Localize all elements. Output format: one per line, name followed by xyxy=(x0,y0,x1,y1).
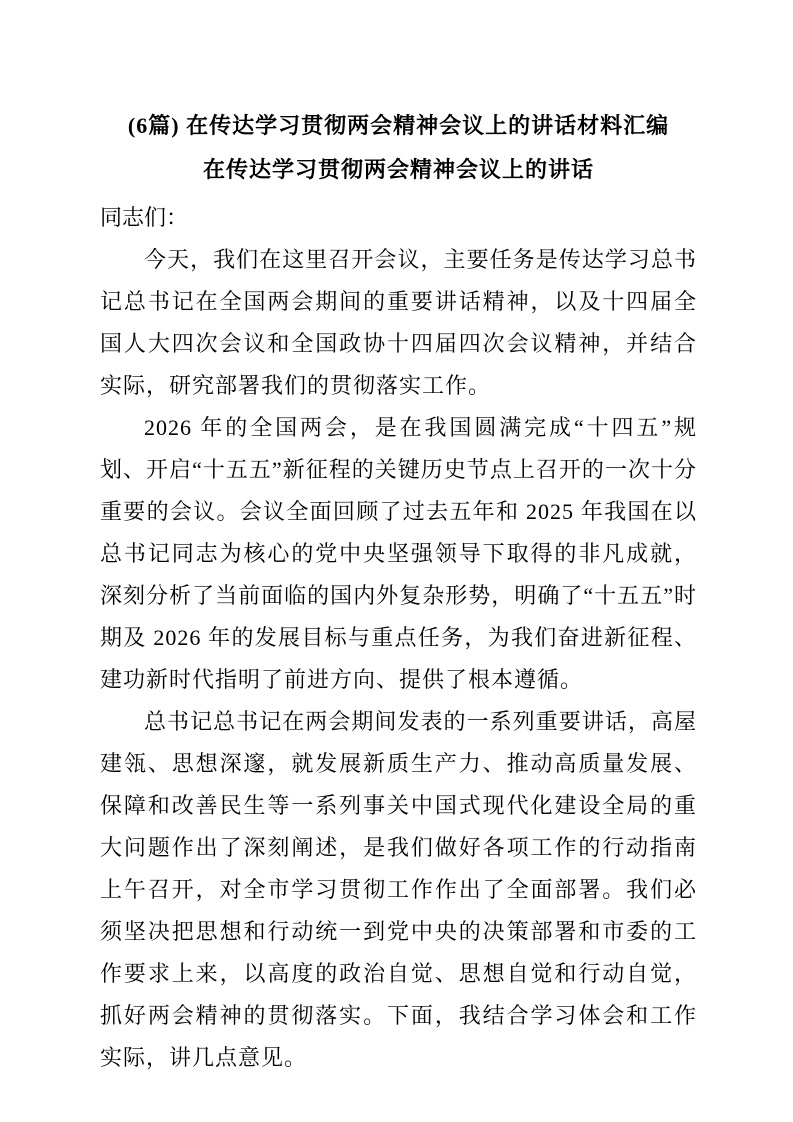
compilation-title: (6篇) 在传达学习贯彻两会精神会议上的讲话材料汇编 xyxy=(127,113,670,138)
paragraph-1: 今天，我们在这里召开会议，主要任务是传达学习总书记总书记在全国两会期间的重要讲话精神，以及十四届全国人大四次会议和全国政协十四届四次会议精神，并结合实际，研究部署我们的贯彻落实工作。 xyxy=(100,247,697,398)
speech-title: 在传达学习贯彻两会精神会议上的讲话 xyxy=(202,157,594,182)
salutation: 同志们： xyxy=(100,205,189,230)
paragraph-2: 2026 年的全国两会，是在我国圆满完成“十四五”规划、开启“十五五”新征程的关键历史节点上召开的一次十分重要的会议。会议全面回顾了过去五年和 2025 年我国在以总书记同志为核心的党中央坚强领导下取得的非凡成就，深刻分析了当前面临的国内外复杂形势，明确了“十五五”时期及 2026 年的发展目标与重点任务，为我们奋进新征程、建功新时代指明了前进方向、提供了根本遵循。 xyxy=(100,415,697,692)
paragraph-3: 总书记总书记在两会期间发表的一系列重要讲话，高屋建瓴、思想深邃，就发展新质生产力、推动高质量发展、保障和改善民生等一系列事关中国式现代化建设全局的重大问题作出了深刻阐述，是我们做好各项工作的行动指南上午召开，对全市学习贯彻工作作出了全面部署。我们必须坚决把思想和行动统一到党中央的决策部署和市委的工作要求上来，以高度的政治自觉、思想自觉和行动自觉，抓好两会精神的贯彻落实。下面，我结合学习体会和工作实际，讲几点意见。 xyxy=(100,709,697,1070)
